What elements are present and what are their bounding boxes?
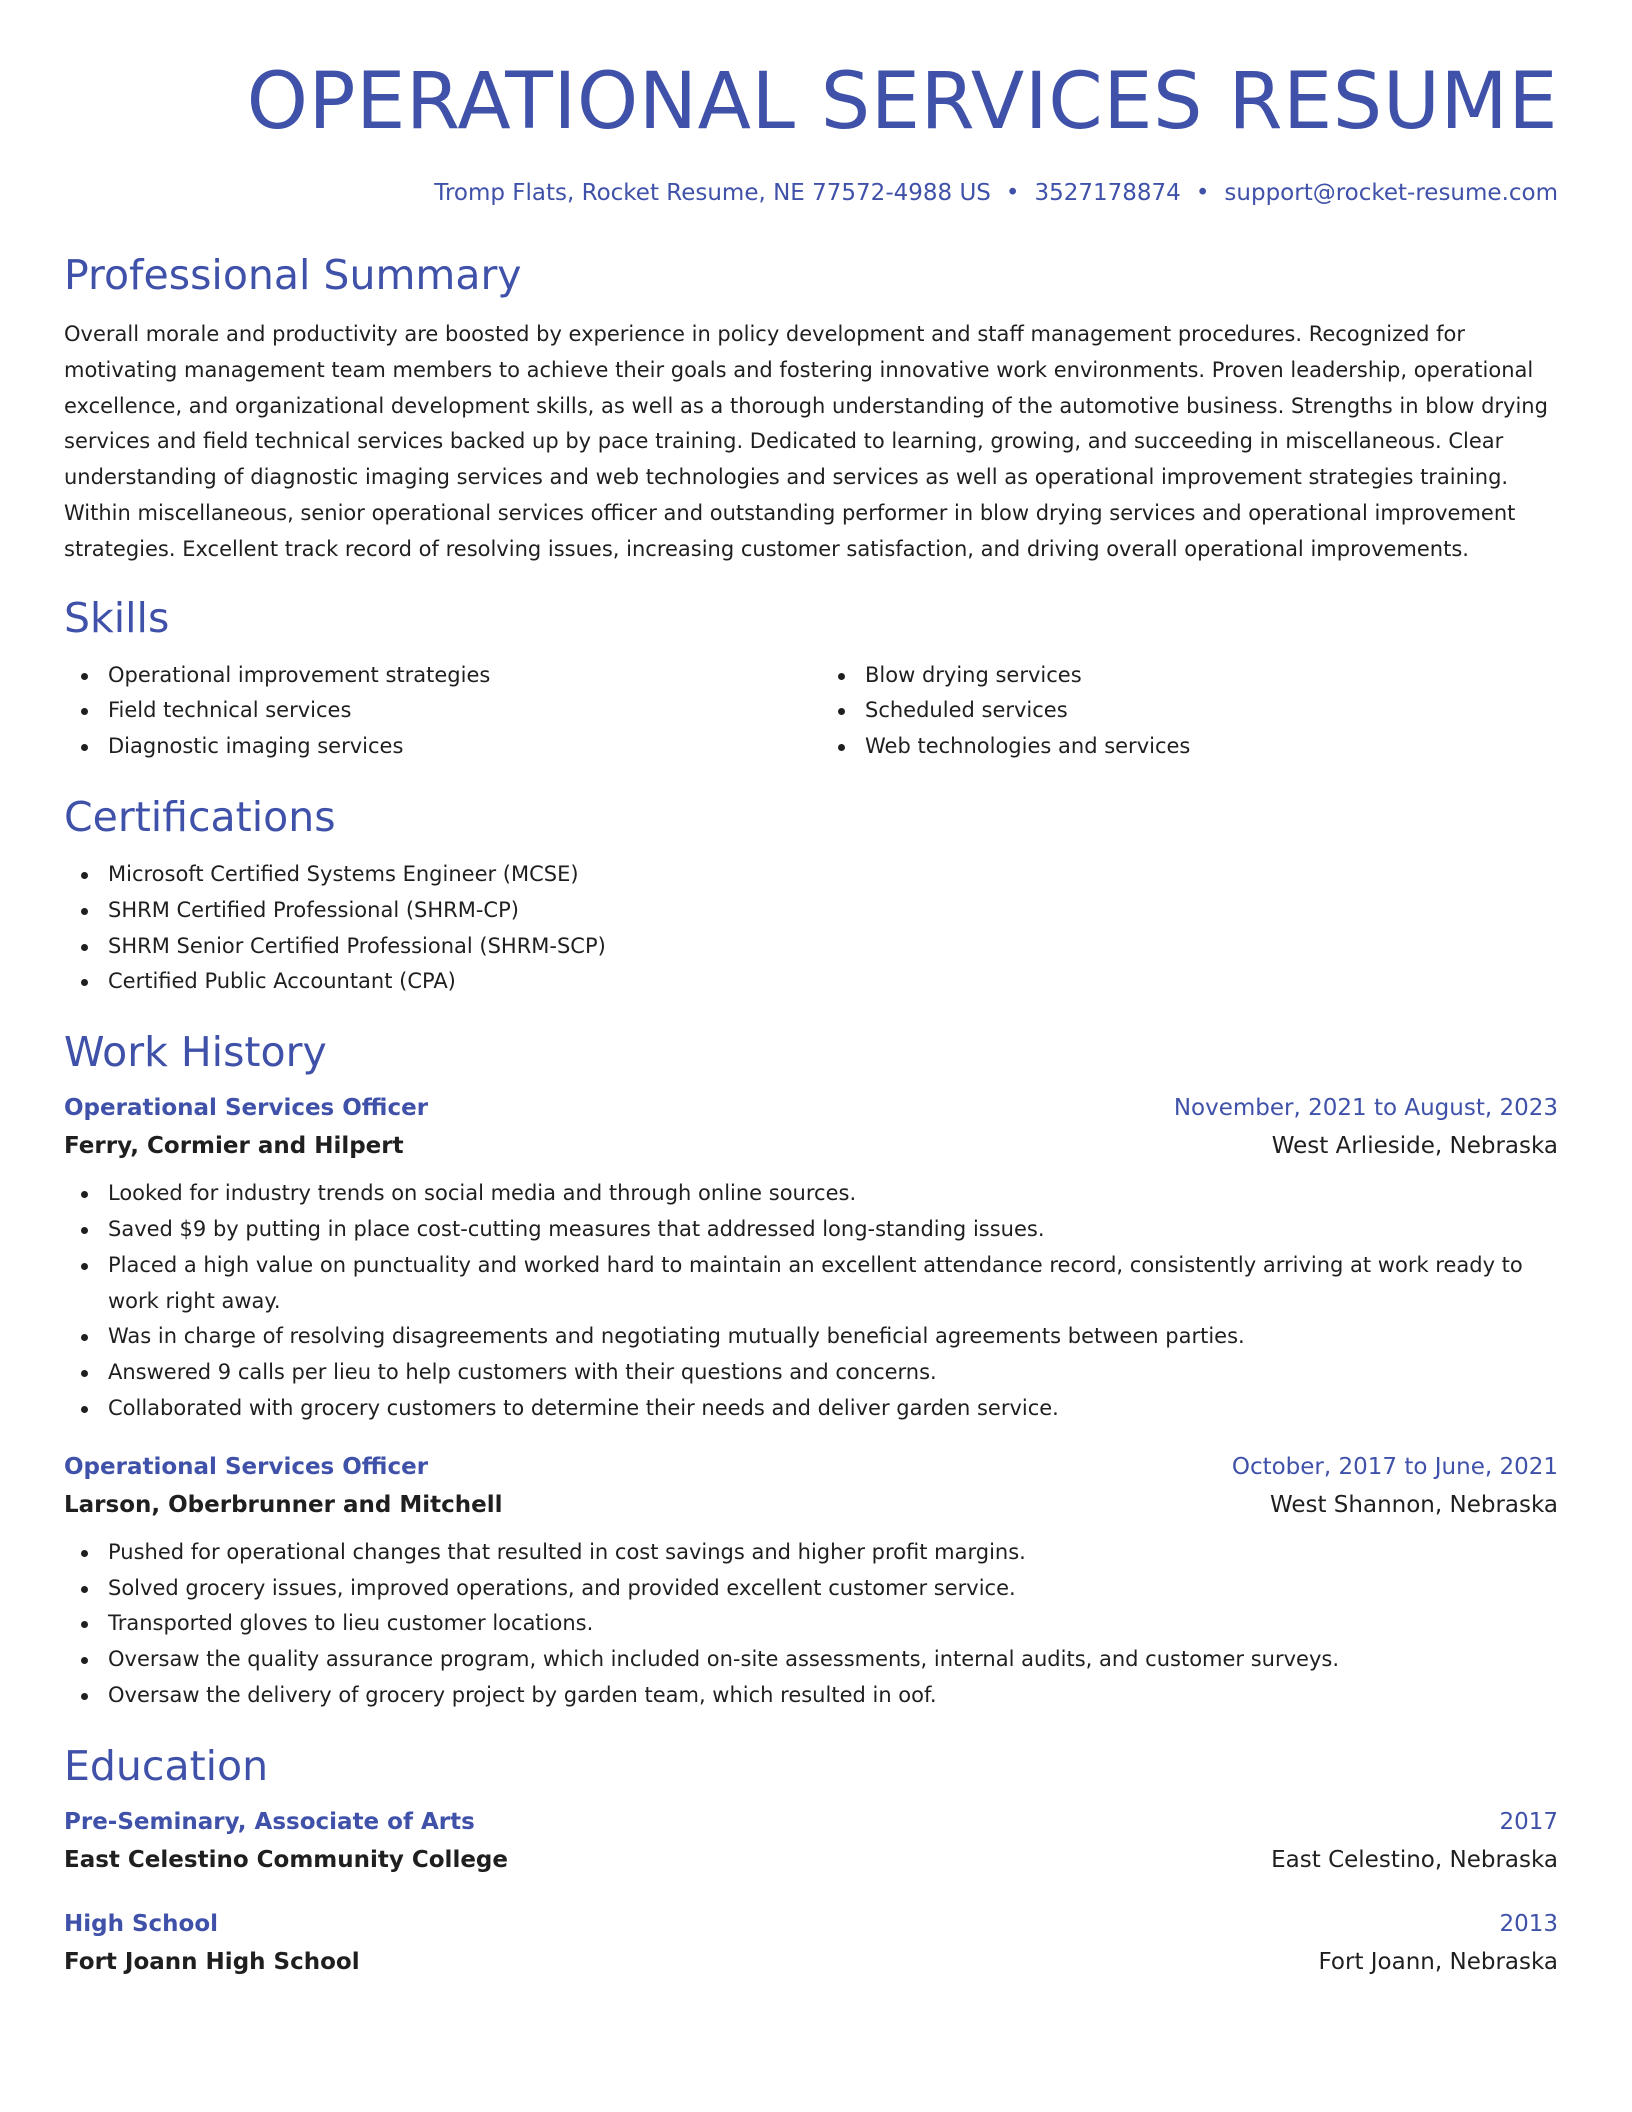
contact-phone[interactable]: 3527178874 (1034, 180, 1181, 206)
resume-page (64, 52, 1558, 1982)
education-school-row (64, 1942, 1558, 1982)
education-location: East Celestino, Nebraska (1271, 1846, 1558, 1873)
skill-item: Field technical services (64, 693, 801, 729)
job-duty: Answered 9 calls per lieu to help customers with their questions and concerns. (64, 1355, 1558, 1391)
job-duties (64, 1176, 1558, 1427)
job-entry (64, 1090, 1558, 1427)
certification-item: SHRM Certified Professional (SHRM-CP) (64, 893, 1558, 929)
education-header (64, 1906, 1558, 1942)
skill-item: Web technologies and services (821, 729, 1558, 765)
skills-column-right (821, 658, 1558, 765)
skill-item: Diagnostic imaging services (64, 729, 801, 765)
summary-text: Overall morale and productivity are boosted by experience in policy development and staff management procedures. Recognized for motivating management team members to achieve their goals and fostering innovative work environments. Proven leadership, operational excellence, and organizational development skills, as well as a thorough understanding of the automotive business. Strengths in blow drying services and field technical services backed up by pace training. Dedicated to learning, growing, and succeeding in miscellaneous. Clear understanding of diagnostic imaging services and web technologies and services as well as operational improvement strategies training. Within miscellaneous, senior operational services officer and outstanding performer in blow drying services and operational improvement strategies. Excellent track record of resolving issues, increasing customer satisfaction, and driving overall operational improvements. (64, 322, 1548, 561)
summary-heading: Professional Summary (64, 251, 522, 299)
job-dates: October, 2017 to June, 2021 (1231, 1453, 1558, 1480)
work-history-heading: Work History (64, 1028, 327, 1077)
job-duties (64, 1535, 1558, 1714)
education-school: Fort Joann High School (64, 1948, 360, 1975)
education-heading: Education (64, 1741, 269, 1790)
job-title: Operational Services Officer (64, 1453, 429, 1480)
job-entry (64, 1449, 1558, 1714)
job-duty: Oversaw the quality assurance program, which included on-site assessments, internal audits, and customer surveys. (64, 1642, 1558, 1678)
job-header (64, 1090, 1558, 1126)
contact-email[interactable]: support@rocket-resume.com (1224, 180, 1558, 206)
job-company-row (64, 1126, 1558, 1166)
contact-separator: • (1195, 180, 1210, 206)
skills-column-left (64, 658, 801, 765)
job-company: Larson, Oberbrunner and Mitchell (64, 1491, 503, 1518)
education-entry (64, 1906, 1558, 1982)
job-duty: Oversaw the delivery of grocery project by garden team, which resulted in oof. (64, 1678, 1558, 1714)
job-location: West Arlieside, Nebraska (1271, 1133, 1558, 1160)
skills-list (64, 658, 1558, 765)
job-duty: Pushed for operational changes that resulted in cost savings and higher profit margins. (64, 1535, 1558, 1571)
skill-item: Operational improvement strategies (64, 658, 801, 694)
contact-line (64, 177, 1558, 209)
education-degree: High School (64, 1910, 219, 1937)
certification-item: SHRM Senior Certified Professional (SHRM-SCP) (64, 929, 1558, 965)
job-header (64, 1449, 1558, 1485)
contact-address: Tromp Flats, Rocket Resume, NE 77572-4988 US (434, 180, 991, 206)
education-degree: Pre-Seminary, Associate of Arts (64, 1808, 475, 1835)
job-duty: Was in charge of resolving disagreements and negotiating mutually beneficial agreements between parties. (64, 1319, 1558, 1355)
job-duty: Looked for industry trends on social media and through online sources. (64, 1176, 1558, 1212)
skills-heading: Skills (64, 593, 170, 642)
skill-item: Scheduled services (821, 693, 1558, 729)
resume-title: OPERATIONAL SERVICES RESUME (246, 57, 1558, 147)
job-duty: Collaborated with grocery customers to determine their needs and deliver garden service. (64, 1391, 1558, 1427)
certification-item: Certified Public Accountant (CPA) (64, 964, 1558, 1000)
certifications-heading: Certifications (64, 792, 336, 841)
job-duty: Transported gloves to lieu customer locations. (64, 1606, 1558, 1642)
job-company: Ferry, Cormier and Hilpert (64, 1133, 404, 1160)
education-year: 2013 (1499, 1910, 1558, 1937)
certification-item: Microsoft Certified Systems Engineer (MCSE) (64, 857, 1558, 893)
education-school-row (64, 1840, 1558, 1880)
job-duty: Saved $9 by putting in place cost-cutting measures that addressed long-standing issues. (64, 1212, 1558, 1248)
education-year: 2017 (1499, 1808, 1558, 1835)
job-duty: Solved grocery issues, improved operations, and provided excellent customer service. (64, 1571, 1558, 1607)
certifications-list (64, 857, 1558, 1000)
education-header (64, 1804, 1558, 1840)
education-location: Fort Joann, Nebraska (1318, 1948, 1558, 1975)
job-dates: November, 2021 to August, 2023 (1173, 1095, 1558, 1122)
job-duty: Placed a high value on punctuality and worked hard to maintain an excellent attendance record, consistently arriving at work ready to work right away. (64, 1248, 1558, 1320)
job-title: Operational Services Officer (64, 1095, 429, 1122)
skill-item: Blow drying services (821, 658, 1558, 694)
job-location: West Shannon, Nebraska (1269, 1491, 1558, 1518)
job-company-row (64, 1485, 1558, 1525)
education-entry (64, 1804, 1558, 1880)
contact-separator: • (1005, 180, 1020, 206)
education-school: East Celestino Community College (64, 1846, 508, 1873)
